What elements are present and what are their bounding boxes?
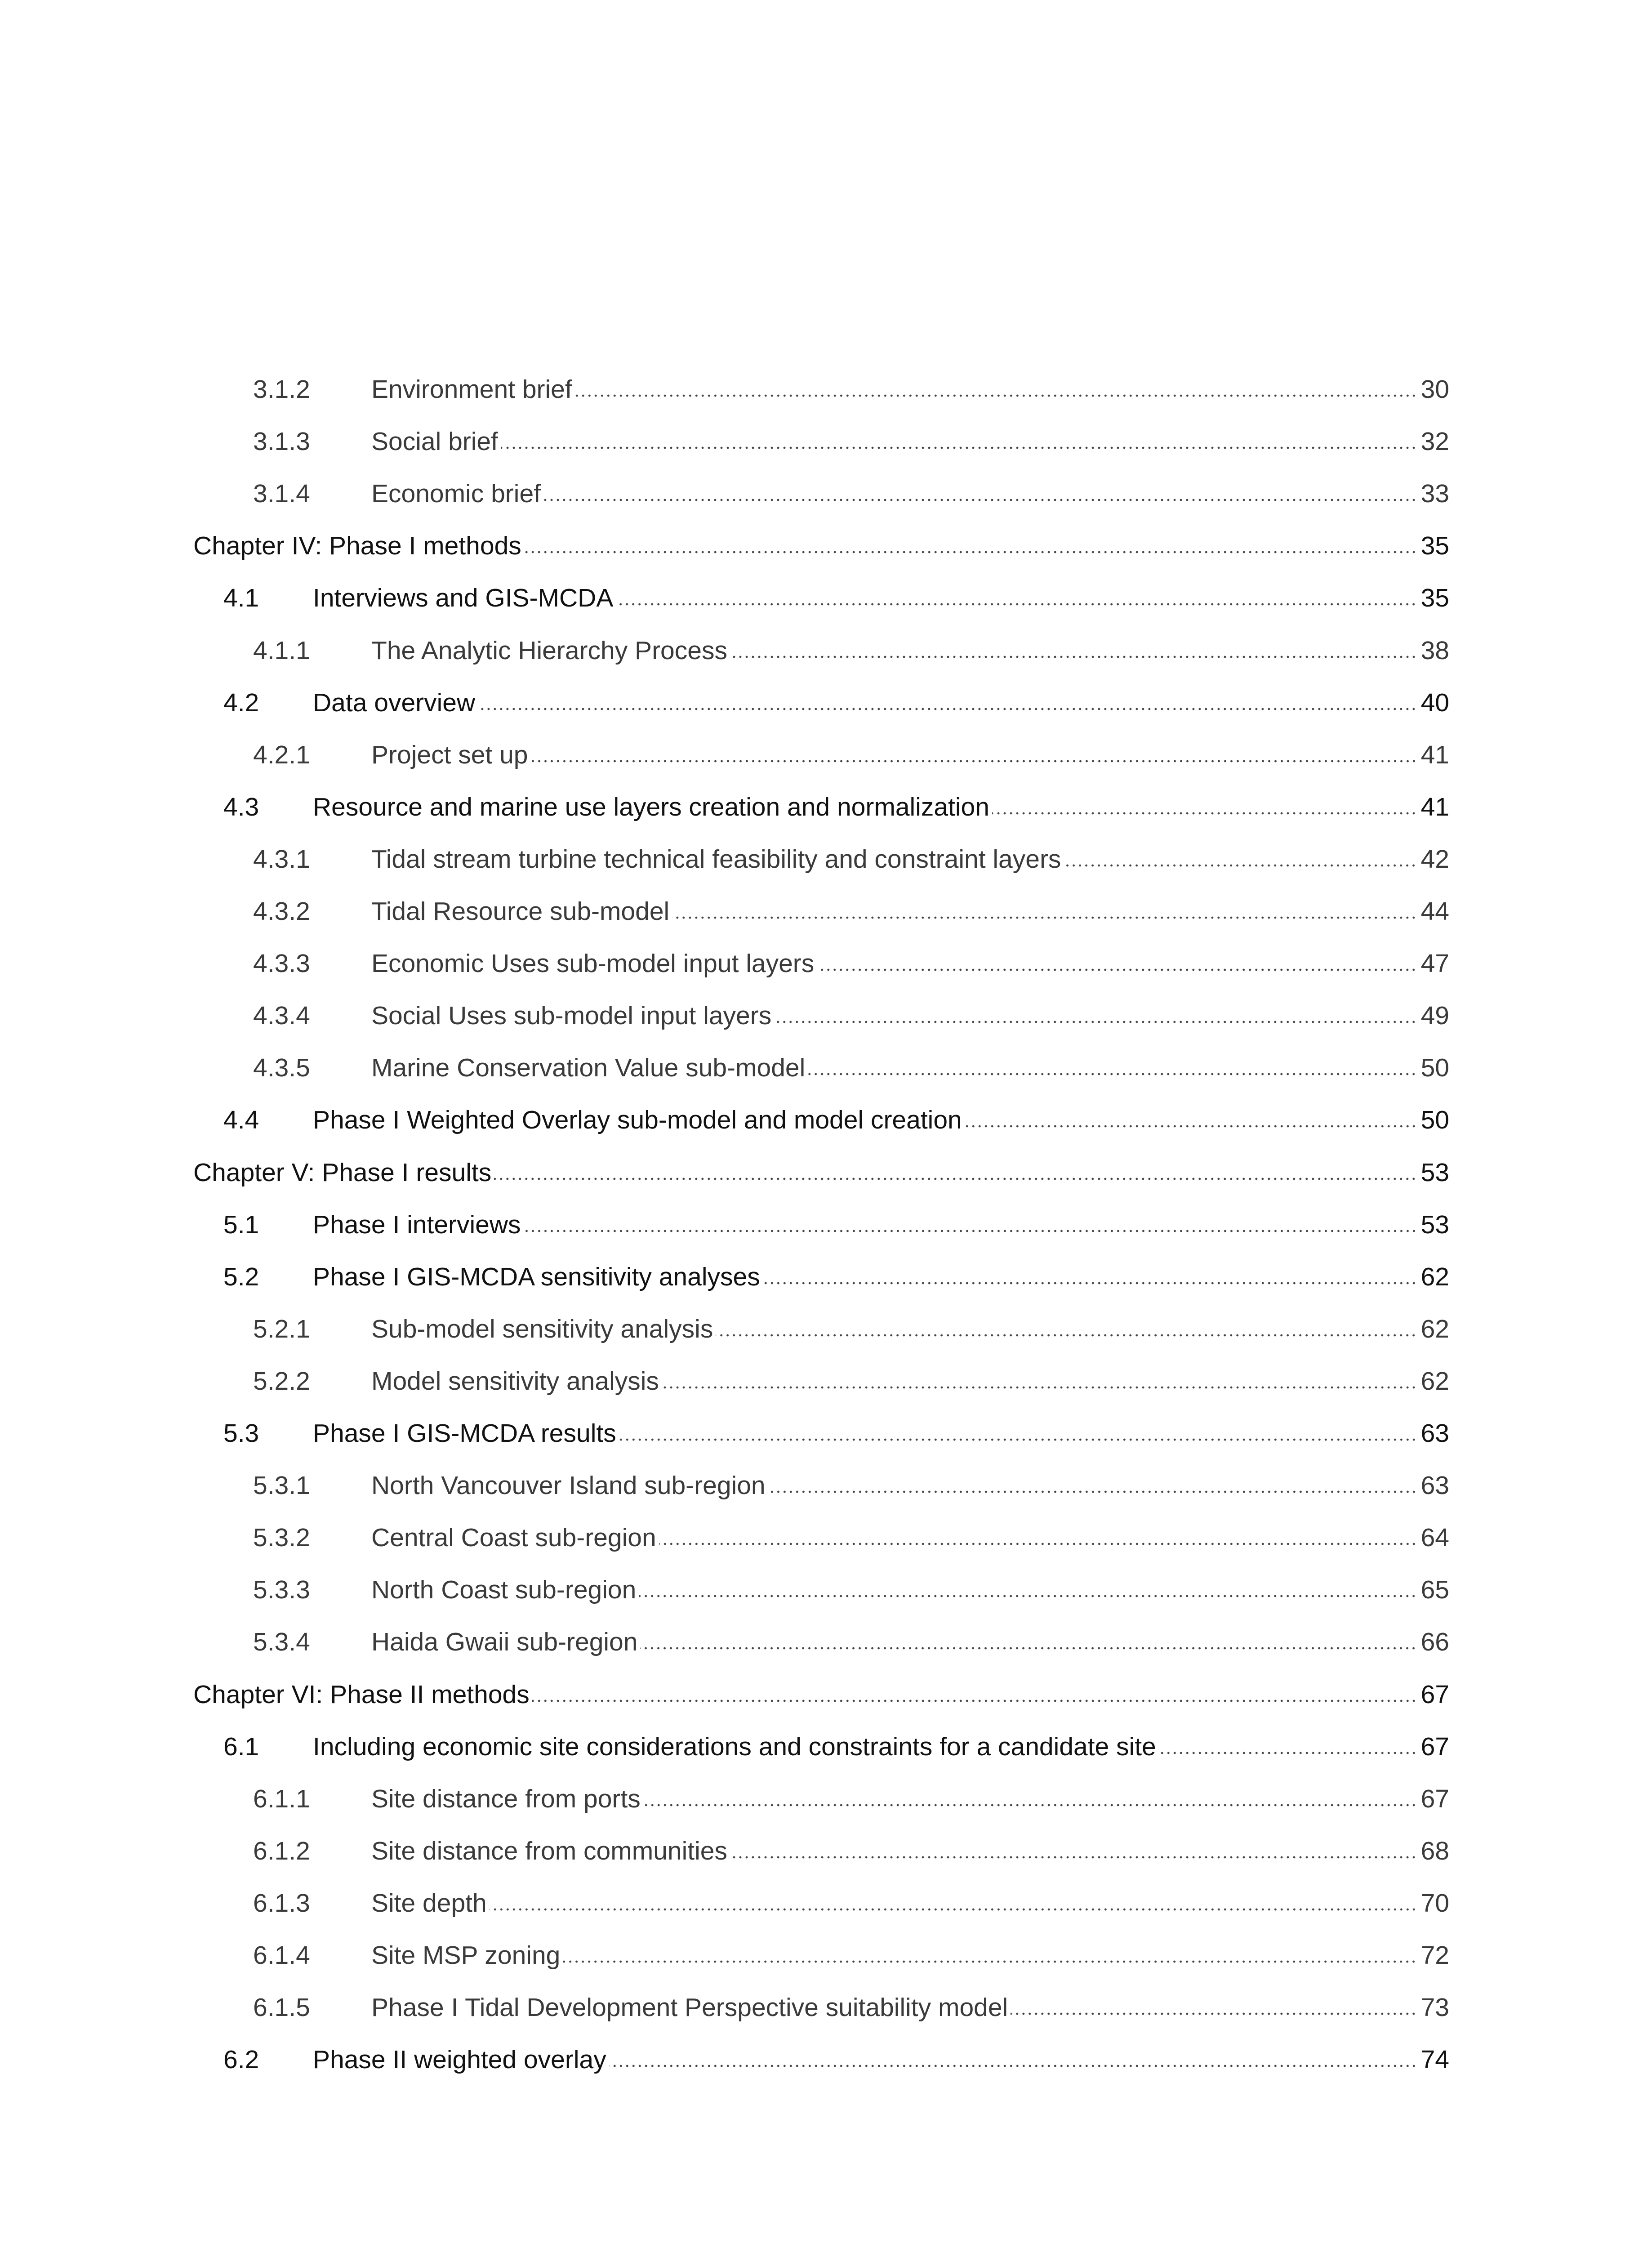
toc-entry[interactable] <box>223 1102 1449 1138</box>
toc-entry-title: Tidal Resource sub-model <box>371 897 670 926</box>
toc-entry[interactable] <box>253 1885 1449 1921</box>
toc-entry-title: Sub-model sensitivity analysis <box>371 1315 713 1343</box>
toc-entry[interactable] <box>253 1833 1449 1869</box>
toc-entry-page-number: 50 <box>1420 1106 1449 1134</box>
toc-entry-title: Marine Conservation Value sub-model <box>371 1053 806 1082</box>
toc-entry-page-number: 74 <box>1420 2045 1449 2074</box>
toc-entry-number: 4.3.4 <box>253 1001 310 1030</box>
toc-entry-number: 6.1.1 <box>253 1784 310 1813</box>
toc-entry[interactable] <box>253 998 1449 1034</box>
toc-entry-page-number: 35 <box>1420 531 1449 560</box>
toc-entry-title: Project set up <box>371 740 528 769</box>
toc-entry-number: 6.1.2 <box>253 1837 310 1865</box>
dot-leader <box>490 1907 1417 1912</box>
toc-entry[interactable] <box>253 1989 1449 2025</box>
dot-leader <box>774 1019 1417 1025</box>
toc-entry-page-number: 47 <box>1420 949 1449 978</box>
dot-leader <box>531 758 1417 764</box>
dot-leader <box>992 811 1417 816</box>
dot-leader <box>1064 863 1417 868</box>
toc-entry[interactable] <box>223 580 1449 616</box>
dot-leader <box>768 1489 1417 1494</box>
toc-entry-page-number: 63 <box>1420 1419 1449 1448</box>
dot-leader <box>730 654 1417 660</box>
toc-entry-page-number: 67 <box>1420 1680 1449 1709</box>
toc-entry-page-number: 62 <box>1420 1367 1449 1396</box>
toc-entry-number: 6.1.5 <box>253 1993 310 2022</box>
toc-entry[interactable] <box>223 789 1449 825</box>
toc-entry-number: 6.1 <box>223 1732 259 1761</box>
toc-entry-page-number: 32 <box>1420 427 1449 456</box>
dot-leader <box>730 1855 1417 1860</box>
toc-entry[interactable] <box>223 1259 1449 1295</box>
toc-entry-title: Site MSP zoning <box>371 1941 561 1970</box>
toc-entry-number: 4.1.1 <box>253 636 310 665</box>
toc-entry-page-number: 73 <box>1420 1993 1449 2022</box>
toc-entry-page-number: 30 <box>1420 375 1449 404</box>
dot-leader <box>501 445 1417 450</box>
toc-entry-page-number: 67 <box>1420 1732 1449 1761</box>
toc-entry-number: 4.2 <box>223 688 259 717</box>
dot-leader <box>494 1176 1417 1182</box>
toc-entry-number: 3.1.4 <box>253 479 310 508</box>
toc-entry-title: Data overview <box>313 688 476 717</box>
toc-entry[interactable] <box>223 685 1449 721</box>
toc-entry-title: Site distance from communities <box>371 1837 727 1865</box>
toc-entry[interactable] <box>253 893 1449 929</box>
toc-entry-page-number: 41 <box>1420 793 1449 821</box>
toc-entry-page-number: 65 <box>1420 1575 1449 1604</box>
toc-entry-page-number: 63 <box>1420 1471 1449 1500</box>
toc-entry[interactable] <box>223 2042 1449 2078</box>
dot-leader <box>478 706 1417 712</box>
dot-leader <box>643 1802 1417 1808</box>
dot-leader <box>616 602 1417 607</box>
dot-leader <box>619 1437 1417 1442</box>
toc-entry-title: Phase I GIS-MCDA sensitivity analyses <box>313 1262 760 1291</box>
toc-entry-number: 4.3.5 <box>253 1053 310 1082</box>
toc-entry-page-number: 42 <box>1420 845 1449 874</box>
toc-entry-title: Social brief <box>371 427 498 456</box>
dot-leader <box>1011 2011 1417 2016</box>
toc-entry-title: Social Uses sub-model input layers <box>371 1001 772 1030</box>
toc-entry[interactable] <box>193 1677 1449 1713</box>
dot-leader <box>543 497 1417 503</box>
dot-leader <box>763 1280 1417 1286</box>
toc-entry-number: 4.3.3 <box>253 949 310 978</box>
toc-entry-page-number: 33 <box>1420 479 1449 508</box>
toc-entry-title: Phase I GIS-MCDA results <box>313 1419 616 1448</box>
toc-entry-number: 5.3.1 <box>253 1471 310 1500</box>
toc-entry[interactable] <box>193 1155 1449 1191</box>
toc-entry-number: 5.3.2 <box>253 1523 310 1552</box>
dot-leader <box>817 967 1417 972</box>
toc-entry-title: Site depth <box>371 1889 487 1918</box>
toc-entry-number: 5.3.3 <box>253 1575 310 1604</box>
toc-entry-page-number: 70 <box>1420 1889 1449 1918</box>
dot-leader <box>524 1228 1417 1234</box>
toc-entry-title: Interviews and GIS-MCDA <box>313 584 614 612</box>
dot-leader <box>808 1071 1417 1077</box>
dot-leader <box>524 549 1417 555</box>
toc-entry[interactable] <box>253 1937 1449 1973</box>
toc-entry-title: Model sensitivity analysis <box>371 1367 659 1396</box>
dot-leader <box>609 2063 1417 2069</box>
dot-leader <box>575 393 1417 398</box>
toc-entry-page-number: 44 <box>1420 897 1449 926</box>
toc-entry[interactable] <box>253 737 1449 773</box>
toc-entry-title: Resource and marine use layers creation and normalization <box>313 793 989 821</box>
toc-entry-title: Phase I interviews <box>313 1210 521 1239</box>
toc-entry[interactable] <box>253 841 1449 877</box>
dot-leader <box>532 1698 1417 1704</box>
toc-entry-number: 6.1.3 <box>253 1889 310 1918</box>
toc-entry-title: Environment brief <box>371 375 572 404</box>
toc-entry-number: 6.2 <box>223 2045 259 2074</box>
toc-entry[interactable] <box>253 1781 1449 1817</box>
toc-entry-title: Central Coast sub-region <box>371 1523 656 1552</box>
toc-entry[interactable] <box>253 633 1449 669</box>
toc-entry-title: Site distance from ports <box>371 1784 641 1813</box>
toc-entry-page-number: 72 <box>1420 1941 1449 1970</box>
toc-entry-number: 5.3.4 <box>253 1628 310 1656</box>
dot-leader <box>659 1541 1417 1547</box>
toc-entry-number: 4.3.2 <box>253 897 310 926</box>
toc-entry[interactable] <box>253 946 1449 981</box>
toc-entry[interactable] <box>253 1520 1449 1556</box>
toc-entry-number: 4.2.1 <box>253 740 310 769</box>
toc-entry-title: Economic brief <box>371 479 541 508</box>
toc-entry-number: 4.1 <box>223 584 259 612</box>
dot-leader <box>1159 1750 1417 1756</box>
toc-entry-number: 5.2.1 <box>253 1315 310 1343</box>
toc-entry-page-number: 40 <box>1420 688 1449 717</box>
toc-entry-page-number: 68 <box>1420 1837 1449 1865</box>
toc-entry-title: North Vancouver Island sub-region <box>371 1471 766 1500</box>
toc-entry-page-number: 38 <box>1420 636 1449 665</box>
toc-entry[interactable] <box>253 371 1449 407</box>
dot-leader <box>965 1124 1417 1129</box>
toc-entry-title: The Analytic Hierarchy Process <box>371 636 727 665</box>
toc-entry-number: 5.2 <box>223 1262 259 1291</box>
toc-entry-page-number: 53 <box>1420 1158 1449 1187</box>
dot-leader <box>563 1959 1417 1964</box>
toc-entry-page-number: 41 <box>1420 740 1449 769</box>
toc-entry-number: 5.2.2 <box>253 1367 310 1396</box>
toc-entry[interactable] <box>253 1572 1449 1608</box>
dot-leader <box>716 1333 1417 1338</box>
toc-entry-number: 6.1.4 <box>253 1941 310 1970</box>
toc-entry-title: Tidal stream turbine technical feasibility and constraint layers <box>371 845 1061 874</box>
dot-leader <box>640 1646 1417 1651</box>
toc-entry-page-number: 66 <box>1420 1628 1449 1656</box>
toc-entry-title: North Coast sub-region <box>371 1575 637 1604</box>
toc-entry-page-number: 53 <box>1420 1210 1449 1239</box>
dot-leader <box>672 915 1417 920</box>
toc-entry-number: 5.3 <box>223 1419 259 1448</box>
toc-entry-title: Phase I Tidal Development Perspective suitability model <box>371 1993 1008 2022</box>
toc-entry-page-number: 67 <box>1420 1784 1449 1813</box>
toc-entry-title: Chapter V: Phase I results <box>193 1158 492 1187</box>
toc-entry[interactable] <box>223 1729 1449 1765</box>
toc-entry-number: 3.1.2 <box>253 375 310 404</box>
toc-entry-page-number: 35 <box>1420 584 1449 612</box>
toc-entry[interactable] <box>193 528 1449 564</box>
toc-entry[interactable] <box>253 1624 1449 1660</box>
toc-entry-page-number: 62 <box>1420 1262 1449 1291</box>
toc-entry-page-number: 62 <box>1420 1315 1449 1343</box>
dot-leader <box>639 1593 1417 1599</box>
toc-entry-number: 5.1 <box>223 1210 259 1239</box>
toc-entry[interactable] <box>253 1311 1449 1347</box>
toc-entry-number: 4.3.1 <box>253 845 310 874</box>
toc-entry-title: Chapter IV: Phase I methods <box>193 531 521 560</box>
toc-entry[interactable] <box>253 1467 1449 1503</box>
toc-entry-title: Economic Uses sub-model input layers <box>371 949 815 978</box>
toc-entry-number: 3.1.3 <box>253 427 310 456</box>
toc-entry-page-number: 50 <box>1420 1053 1449 1082</box>
dot-leader <box>662 1385 1417 1390</box>
toc-entry[interactable] <box>223 1207 1449 1243</box>
toc-entry-title: Phase I Weighted Overlay sub-model and model creation <box>313 1106 962 1134</box>
toc-entry[interactable] <box>223 1415 1449 1451</box>
toc-entry-title: Phase II weighted overlay <box>313 2045 606 2074</box>
toc-entry[interactable] <box>253 424 1449 459</box>
toc-entry-title: Chapter VI: Phase II methods <box>193 1680 530 1709</box>
toc-entry-page-number: 64 <box>1420 1523 1449 1552</box>
toc-entry-title: Including economic site considerations and constraints for a candidate site <box>313 1732 1156 1761</box>
toc-entry-title: Haida Gwaii sub-region <box>371 1628 638 1656</box>
toc-entry-page-number: 49 <box>1420 1001 1449 1030</box>
toc-entry-number: 4.3 <box>223 793 259 821</box>
toc-entry[interactable] <box>253 1050 1449 1086</box>
toc-entry-number: 4.4 <box>223 1106 259 1134</box>
toc-entry[interactable] <box>253 476 1449 512</box>
toc-entry[interactable] <box>253 1363 1449 1399</box>
